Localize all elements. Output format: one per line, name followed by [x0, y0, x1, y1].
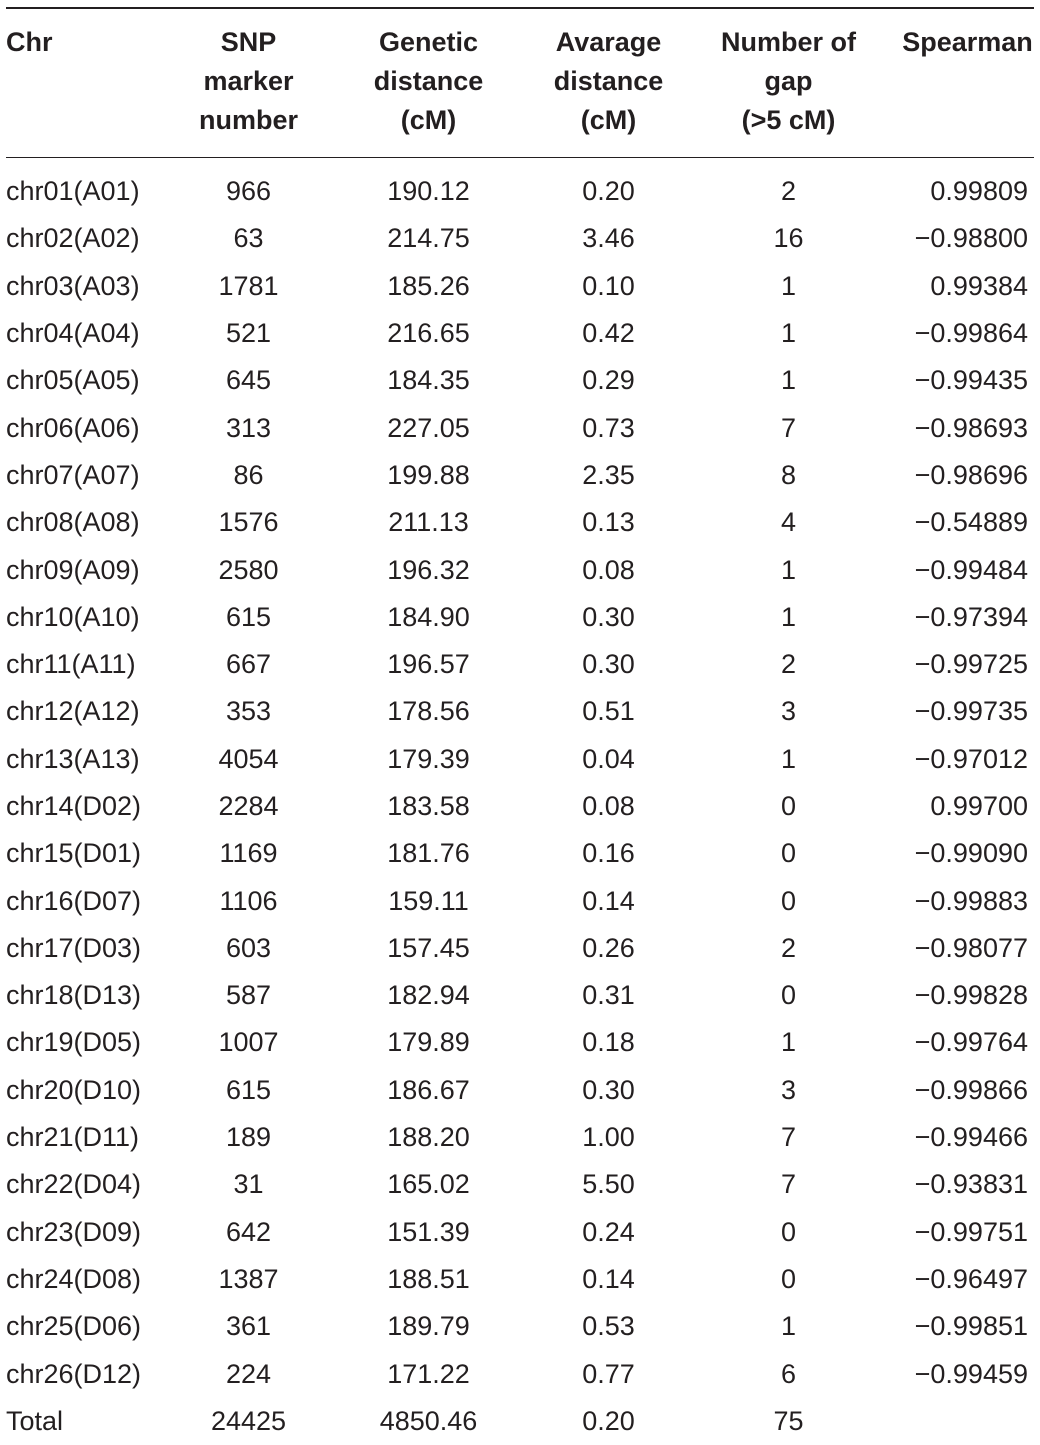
cell-genetic-distance: 157.45 [316, 925, 541, 972]
cell-genetic-distance: 171.22 [316, 1350, 541, 1397]
header-line: number [199, 105, 298, 135]
cell-gap-count: 1 [676, 546, 901, 593]
cell-chr: chr03(A03) [6, 263, 181, 310]
cell-chr: chr02(A02) [6, 215, 181, 262]
cell-chr: chr23(D09) [6, 1209, 181, 1256]
cell-spearman: 0.99700 [901, 783, 1034, 830]
cell-gap-count: 75 [676, 1398, 901, 1445]
cell-genetic-distance: 227.05 [316, 404, 541, 451]
cell-spearman: −0.99459 [901, 1350, 1034, 1397]
cell-genetic-distance: 184.90 [316, 594, 541, 641]
cell-snp-marker-number: 521 [181, 310, 316, 357]
cell-chr: Total [6, 1398, 181, 1445]
cell-snp-marker-number: 966 [181, 158, 316, 216]
cell-genetic-distance: 214.75 [316, 215, 541, 262]
cell-chr: chr13(A13) [6, 736, 181, 783]
table-row [6, 215, 1034, 262]
header-line: Chr [6, 27, 53, 57]
cell-spearman: −0.93831 [901, 1161, 1034, 1208]
cell-spearman: −0.97394 [901, 594, 1034, 641]
cell-spearman: 0.99809 [901, 158, 1034, 216]
cell-genetic-distance: 181.76 [316, 830, 541, 877]
cell-average-distance: 0.42 [541, 310, 676, 357]
cell-snp-marker-number: 1387 [181, 1256, 316, 1303]
header-line: SNP [221, 27, 277, 57]
cell-gap-count: 0 [676, 877, 901, 924]
cell-genetic-distance: 186.67 [316, 1067, 541, 1114]
cell-genetic-distance: 188.51 [316, 1256, 541, 1303]
cell-average-distance: 1.00 [541, 1114, 676, 1161]
cell-spearman: −0.99090 [901, 830, 1034, 877]
cell-spearman: −0.98693 [901, 404, 1034, 451]
table-row [6, 1303, 1034, 1350]
cell-gap-count: 0 [676, 972, 901, 1019]
cell-spearman: −0.96497 [901, 1256, 1034, 1303]
cell-average-distance: 0.51 [541, 688, 676, 735]
cell-gap-count: 7 [676, 1114, 901, 1161]
table-row [6, 925, 1034, 972]
table-row [6, 357, 1034, 404]
cell-spearman: −0.97012 [901, 736, 1034, 783]
cell-chr: chr04(A04) [6, 310, 181, 357]
cell-gap-count: 3 [676, 1067, 901, 1114]
table-row [6, 641, 1034, 688]
cell-genetic-distance: 216.65 [316, 310, 541, 357]
cell-gap-count: 1 [676, 1303, 901, 1350]
cell-genetic-distance: 159.11 [316, 877, 541, 924]
cell-average-distance: 0.26 [541, 925, 676, 972]
cell-snp-marker-number: 1007 [181, 1019, 316, 1066]
cell-average-distance: 0.30 [541, 641, 676, 688]
cell-gap-count: 1 [676, 310, 901, 357]
cell-chr: chr11(A11) [6, 641, 181, 688]
table-header [6, 11, 1034, 158]
header-line: (cM) [581, 105, 637, 135]
cell-chr: chr05(A05) [6, 357, 181, 404]
cell-snp-marker-number: 1106 [181, 877, 316, 924]
cell-spearman: −0.99466 [901, 1114, 1034, 1161]
cell-genetic-distance: 199.88 [316, 452, 541, 499]
cell-chr: chr24(D08) [6, 1256, 181, 1303]
table-row [6, 310, 1034, 357]
cell-gap-count: 3 [676, 688, 901, 735]
cell-genetic-distance: 183.58 [316, 783, 541, 830]
cell-average-distance: 0.16 [541, 830, 676, 877]
table-row [6, 1350, 1034, 1397]
cell-genetic-distance: 165.02 [316, 1161, 541, 1208]
cell-spearman: −0.98800 [901, 215, 1034, 262]
cell-gap-count: 2 [676, 925, 901, 972]
cell-gap-count: 0 [676, 830, 901, 877]
cell-gap-count: 4 [676, 499, 901, 546]
cell-average-distance: 0.77 [541, 1350, 676, 1397]
cell-genetic-distance: 189.79 [316, 1303, 541, 1350]
cell-average-distance: 0.53 [541, 1303, 676, 1350]
cell-genetic-distance: 211.13 [316, 499, 541, 546]
cell-gap-count: 1 [676, 263, 901, 310]
cell-snp-marker-number: 313 [181, 404, 316, 451]
table-row [6, 594, 1034, 641]
table-row [6, 546, 1034, 593]
cell-gap-count: 1 [676, 594, 901, 641]
cell-spearman: −0.99883 [901, 877, 1034, 924]
table-body [6, 158, 1034, 1445]
cell-genetic-distance: 179.39 [316, 736, 541, 783]
cell-chr: chr14(D02) [6, 783, 181, 830]
cell-gap-count: 0 [676, 1209, 901, 1256]
cell-genetic-distance: 190.12 [316, 158, 541, 216]
cell-genetic-distance: 184.35 [316, 357, 541, 404]
cell-snp-marker-number: 642 [181, 1209, 316, 1256]
header-gap-count [676, 11, 901, 158]
cell-chr: chr06(A06) [6, 404, 181, 451]
table-row [6, 404, 1034, 451]
cell-genetic-distance: 196.57 [316, 641, 541, 688]
cell-gap-count: 16 [676, 215, 901, 262]
cell-average-distance: 2.35 [541, 452, 676, 499]
cell-average-distance: 5.50 [541, 1161, 676, 1208]
header-genetic-distance [316, 11, 541, 158]
cell-average-distance: 0.29 [541, 357, 676, 404]
table-row [6, 1114, 1034, 1161]
cell-gap-count: 8 [676, 452, 901, 499]
cell-snp-marker-number: 603 [181, 925, 316, 972]
cell-spearman: −0.98077 [901, 925, 1034, 972]
cell-chr: chr15(D01) [6, 830, 181, 877]
cell-chr: chr12(A12) [6, 688, 181, 735]
table-row [6, 1256, 1034, 1303]
cell-genetic-distance: 151.39 [316, 1209, 541, 1256]
header-row [6, 11, 1034, 158]
cell-spearman: −0.99435 [901, 357, 1034, 404]
cell-snp-marker-number: 615 [181, 594, 316, 641]
cell-spearman: −0.99851 [901, 1303, 1034, 1350]
cell-chr: chr19(D05) [6, 1019, 181, 1066]
table-row [6, 688, 1034, 735]
cell-genetic-distance: 188.20 [316, 1114, 541, 1161]
table-row [6, 1209, 1034, 1256]
cell-chr: chr07(A07) [6, 452, 181, 499]
cell-genetic-distance: 196.32 [316, 546, 541, 593]
table-row [6, 783, 1034, 830]
cell-chr: chr16(D07) [6, 877, 181, 924]
cell-genetic-distance: 182.94 [316, 972, 541, 1019]
table-row [6, 1019, 1034, 1066]
header-line: (>5 cM) [742, 105, 836, 135]
cell-average-distance: 0.30 [541, 594, 676, 641]
cell-snp-marker-number: 645 [181, 357, 316, 404]
cell-chr: chr25(D06) [6, 1303, 181, 1350]
header-line: (cM) [401, 105, 457, 135]
cell-spearman: −0.99866 [901, 1067, 1034, 1114]
header-line: distance [554, 66, 664, 96]
header-average-distance [541, 11, 676, 158]
cell-snp-marker-number: 667 [181, 641, 316, 688]
cell-gap-count: 0 [676, 1256, 901, 1303]
cell-average-distance: 0.13 [541, 499, 676, 546]
cell-chr: chr22(D04) [6, 1161, 181, 1208]
table-row [6, 877, 1034, 924]
cell-chr: chr08(A08) [6, 499, 181, 546]
cell-average-distance: 0.24 [541, 1209, 676, 1256]
cell-snp-marker-number: 615 [181, 1067, 316, 1114]
table-top-rule [6, 7, 1034, 9]
cell-snp-marker-number: 86 [181, 452, 316, 499]
header-snp-marker-number [181, 11, 316, 158]
cell-snp-marker-number: 63 [181, 215, 316, 262]
cell-spearman: −0.98696 [901, 452, 1034, 499]
cell-gap-count: 6 [676, 1350, 901, 1397]
cell-snp-marker-number: 1781 [181, 263, 316, 310]
header-line: Genetic [379, 27, 478, 57]
cell-chr: chr20(D10) [6, 1067, 181, 1114]
cell-chr: chr21(D11) [6, 1114, 181, 1161]
cell-gap-count: 7 [676, 404, 901, 451]
cell-average-distance: 3.46 [541, 215, 676, 262]
table-row [6, 1067, 1034, 1114]
cell-chr: chr18(D13) [6, 972, 181, 1019]
cell-average-distance: 0.14 [541, 1256, 676, 1303]
table-row [6, 972, 1034, 1019]
header-line: Avarage [556, 27, 662, 57]
cell-snp-marker-number: 2284 [181, 783, 316, 830]
cell-spearman: −0.99725 [901, 641, 1034, 688]
cell-snp-marker-number: 1169 [181, 830, 316, 877]
cell-snp-marker-number: 31 [181, 1161, 316, 1208]
cell-average-distance: 0.14 [541, 877, 676, 924]
header-line: distance [374, 66, 484, 96]
cell-snp-marker-number: 353 [181, 688, 316, 735]
cell-chr: chr17(D03) [6, 925, 181, 972]
cell-average-distance: 0.08 [541, 783, 676, 830]
cell-snp-marker-number: 361 [181, 1303, 316, 1350]
table-row [6, 499, 1034, 546]
cell-chr: chr09(A09) [6, 546, 181, 593]
cell-genetic-distance: 4850.46 [316, 1398, 541, 1445]
table-row [6, 263, 1034, 310]
header-line: gap [764, 66, 812, 96]
cell-genetic-distance: 178.56 [316, 688, 541, 735]
cell-average-distance: 0.73 [541, 404, 676, 451]
cell-snp-marker-number: 587 [181, 972, 316, 1019]
header-chr [6, 11, 181, 158]
cell-average-distance: 0.30 [541, 1067, 676, 1114]
cell-gap-count: 7 [676, 1161, 901, 1208]
header-spearman [901, 11, 1034, 158]
cell-gap-count: 2 [676, 641, 901, 688]
cell-snp-marker-number: 1576 [181, 499, 316, 546]
table-row [6, 736, 1034, 783]
cell-average-distance: 0.20 [541, 1398, 676, 1445]
cell-snp-marker-number: 2580 [181, 546, 316, 593]
table-row [6, 158, 1034, 216]
cell-snp-marker-number: 24425 [181, 1398, 316, 1445]
cell-spearman: −0.99764 [901, 1019, 1034, 1066]
cell-average-distance: 0.20 [541, 158, 676, 216]
cell-gap-count: 0 [676, 783, 901, 830]
cell-genetic-distance: 179.89 [316, 1019, 541, 1066]
cell-snp-marker-number: 224 [181, 1350, 316, 1397]
cell-genetic-distance: 185.26 [316, 263, 541, 310]
cell-spearman: −0.99828 [901, 972, 1034, 1019]
cell-spearman: 0.99384 [901, 263, 1034, 310]
cell-average-distance: 0.08 [541, 546, 676, 593]
table-row [6, 830, 1034, 877]
table-row [6, 452, 1034, 499]
cell-chr: chr26(D12) [6, 1350, 181, 1397]
data-table [6, 11, 1034, 1445]
cell-gap-count: 1 [676, 357, 901, 404]
cell-average-distance: 0.31 [541, 972, 676, 1019]
cell-spearman: −0.99751 [901, 1209, 1034, 1256]
cell-spearman: −0.99484 [901, 546, 1034, 593]
cell-average-distance: 0.04 [541, 736, 676, 783]
cell-gap-count: 1 [676, 736, 901, 783]
cell-average-distance: 0.10 [541, 263, 676, 310]
header-line: marker [203, 66, 293, 96]
cell-gap-count: 1 [676, 1019, 901, 1066]
cell-chr: chr01(A01) [6, 158, 181, 216]
header-line: Spearman [902, 27, 1033, 57]
cell-spearman: −0.99864 [901, 310, 1034, 357]
cell-average-distance: 0.18 [541, 1019, 676, 1066]
cell-chr: chr10(A10) [6, 594, 181, 641]
table-row [6, 1161, 1034, 1208]
header-line: Number of [721, 27, 856, 57]
cell-spearman: −0.54889 [901, 499, 1034, 546]
cell-gap-count: 2 [676, 158, 901, 216]
cell-snp-marker-number: 189 [181, 1114, 316, 1161]
cell-spearman: −0.99735 [901, 688, 1034, 735]
cell-snp-marker-number: 4054 [181, 736, 316, 783]
